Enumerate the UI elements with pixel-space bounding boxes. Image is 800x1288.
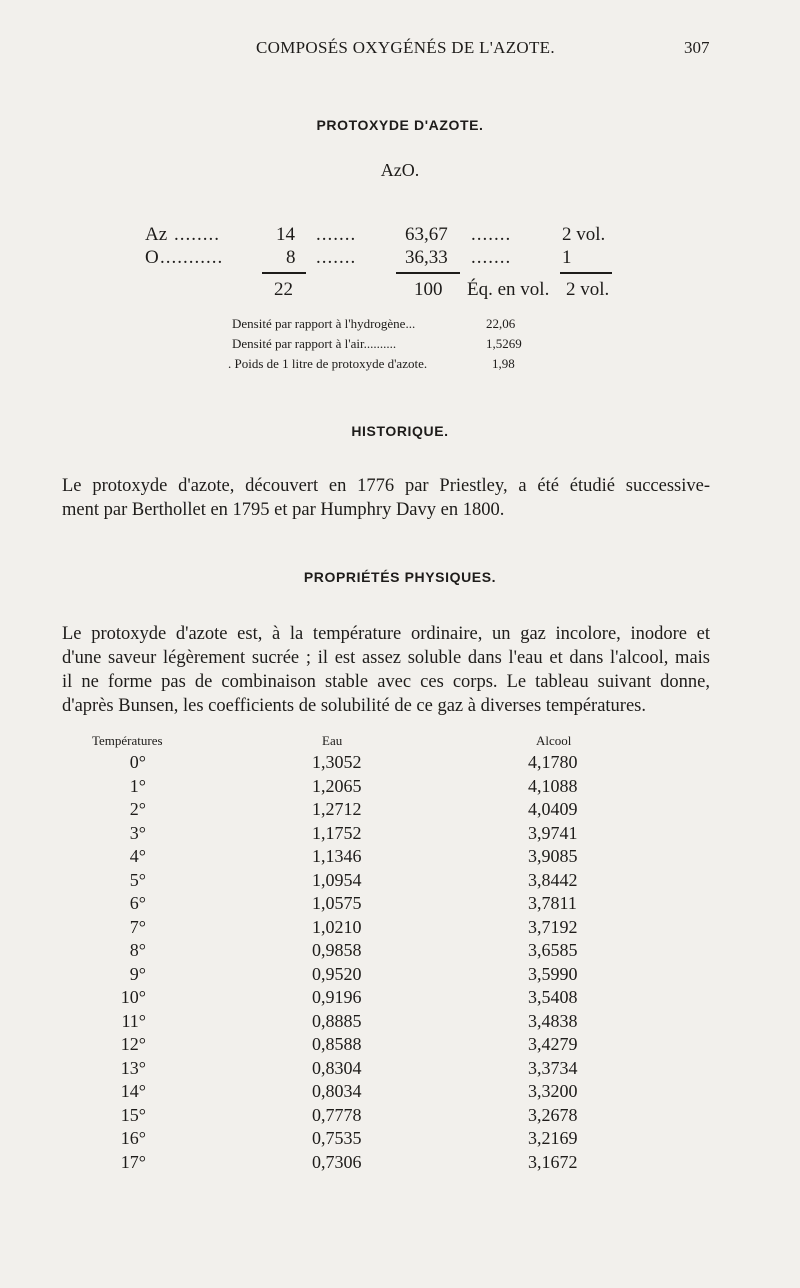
eau-cell: 1,2065 [312, 776, 362, 796]
temperature-cell: 15° [120, 1105, 146, 1125]
temperature-cell: 0° [129, 752, 146, 772]
volume-value: 2 vol. [562, 224, 606, 245]
eau-cell: 0,9520 [312, 964, 362, 984]
total-volume: 2 vol. [566, 279, 610, 300]
equivalent-value: 14 [276, 224, 295, 245]
total-equivalent: 22 [274, 279, 293, 300]
eau-cell: 1,0575 [312, 893, 362, 913]
total-label: Éq. en vol. [467, 279, 550, 300]
temperature-cell: 9° [129, 964, 146, 984]
eau-cell: 1,0210 [312, 917, 362, 937]
eau-cell: 0,8588 [312, 1034, 362, 1054]
alcool-cell: 4,1088 [528, 776, 578, 796]
running-head: COMPOSÉS OXYGÉNÉS DE L'AZOTE. [256, 38, 555, 57]
paragraph-line: d'une saveur légèrement sucrée ; il est assez soluble dans l'eau et dans l'alcool, mais [62, 648, 710, 668]
eau-cell: 1,2712 [312, 799, 362, 819]
temperature-cell: 6° [129, 893, 146, 913]
property-value: 1,98 [492, 356, 515, 371]
column-header-eau: Eau [322, 733, 343, 748]
alcool-cell: 3,4279 [528, 1034, 578, 1054]
eau-cell: 0,9196 [312, 987, 362, 1007]
sum-rule [262, 272, 306, 274]
sum-rule [560, 272, 612, 274]
paragraph-line: Le protoxyde d'azote est, à la température ordinaire, un gaz incolore, inodore et [62, 624, 710, 644]
temperature-cell: 11° [121, 1011, 146, 1031]
alcool-cell: 3,4838 [528, 1011, 578, 1031]
alcool-cell: 4,0409 [528, 799, 578, 819]
element-symbol: O [145, 247, 159, 268]
property-value: 1,5269 [486, 336, 522, 351]
section-title: PROTOXYDE D'AZOTE. [316, 117, 484, 133]
temperature-cell: 5° [129, 870, 146, 890]
leader-dots: ........ [174, 224, 220, 245]
historique-title: HISTORIQUE. [351, 423, 449, 439]
property-label: . Poids de 1 litre de protoxyde d'azote. [228, 356, 428, 371]
alcool-cell: 3,3200 [528, 1081, 578, 1101]
alcool-cell: 4,1780 [528, 752, 578, 772]
eau-cell: 0,7306 [312, 1152, 362, 1172]
temperature-cell: 3° [129, 823, 146, 843]
leader-dots: ........... [160, 247, 224, 268]
eau-cell: 1,1752 [312, 823, 362, 843]
eau-cell: 1,0954 [312, 870, 362, 890]
percent-value: 63,67 [405, 224, 448, 245]
alcool-cell: 3,6585 [528, 940, 578, 960]
temperature-cell: 10° [120, 987, 146, 1007]
temperature-cell: 8° [129, 940, 146, 960]
leader-dots: ....... [471, 247, 512, 268]
paragraph-line: il ne forme pas de combinaison stable avec ces corps. Le tableau suivant donne, [62, 672, 710, 692]
column-header-temperatures: Températures [92, 733, 163, 748]
column-header-alcool: Alcool [536, 733, 572, 748]
eau-cell: 0,8034 [312, 1081, 362, 1101]
alcool-cell: 3,7192 [528, 917, 578, 937]
eau-cell: 0,7535 [312, 1128, 362, 1148]
temperature-cell: 17° [120, 1152, 146, 1172]
sum-rule [396, 272, 460, 274]
alcool-cell: 3,5990 [528, 964, 578, 984]
temperature-cell: 16° [120, 1128, 146, 1148]
paragraph-line: Le protoxyde d'azote, découvert en 1776 par Priestley, a été étudié successive- [62, 476, 710, 496]
proprietes-title: PROPRIÉTÉS PHYSIQUES. [303, 569, 497, 585]
eau-cell: 1,1346 [312, 846, 362, 866]
alcool-cell: 3,8442 [528, 870, 578, 890]
alcool-cell: 3,9741 [528, 823, 578, 843]
alcool-cell: 3,7811 [528, 893, 577, 913]
eau-cell: 0,8885 [312, 1011, 362, 1031]
temperature-cell: 12° [120, 1034, 146, 1054]
volume-value: 1 [562, 247, 572, 268]
property-label: Densité par rapport à l'air.......... [232, 336, 397, 351]
temperature-cell: 13° [120, 1058, 146, 1078]
alcool-cell: 3,1672 [528, 1152, 578, 1172]
temperature-cell: 7° [129, 917, 146, 937]
paragraph-line: ment par Berthollet en 1795 et par Humphry Davy en 1800. [62, 500, 505, 520]
alcool-cell: 3,2678 [528, 1105, 578, 1125]
alcool-cell: 3,3734 [528, 1058, 578, 1078]
element-symbol: Az [145, 224, 168, 245]
property-label: Densité par rapport à l'hydrogène... [232, 316, 416, 331]
eau-cell: 0,9858 [312, 940, 362, 960]
temperature-cell: 14° [120, 1081, 146, 1101]
equivalent-value: 8 [286, 247, 296, 268]
alcool-cell: 3,5408 [528, 987, 578, 1007]
eau-cell: 0,8304 [312, 1058, 362, 1078]
leader-dots: ....... [316, 224, 357, 245]
chemical-formula: AzO. [380, 160, 420, 180]
temperature-cell: 4° [129, 846, 146, 866]
paragraph-line: d'après Bunsen, les coefficients de solubilité de ce gaz à diverses températures. [62, 696, 646, 716]
eau-cell: 0,7778 [312, 1105, 362, 1125]
total-percent: 100 [414, 279, 443, 300]
percent-value: 36,33 [405, 247, 448, 268]
property-value: 22,06 [486, 316, 516, 331]
page-number: 307 [684, 38, 710, 57]
temperature-cell: 2° [129, 799, 146, 819]
eau-cell: 1,3052 [312, 752, 362, 772]
leader-dots: ....... [316, 247, 357, 268]
leader-dots: ....... [471, 224, 512, 245]
alcool-cell: 3,9085 [528, 846, 578, 866]
alcool-cell: 3,2169 [528, 1128, 578, 1148]
temperature-cell: 1° [129, 776, 146, 796]
